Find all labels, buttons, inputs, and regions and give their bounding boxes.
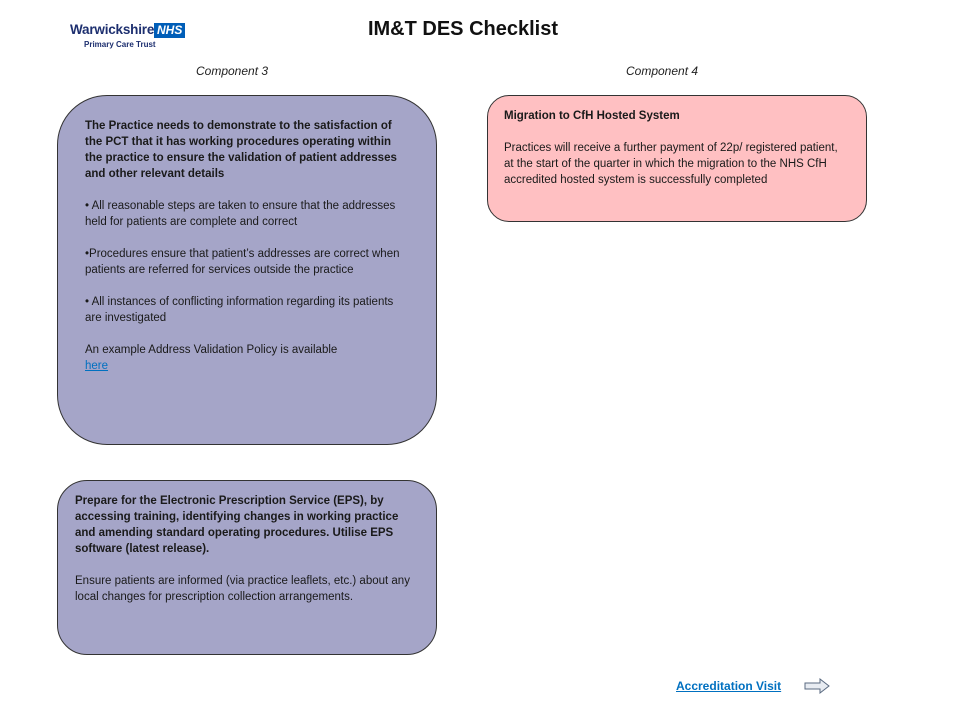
logo-subtitle: Primary Care Trust bbox=[84, 40, 156, 49]
nhs-badge: NHS bbox=[154, 23, 185, 38]
bullet-complete-addresses: • All reasonable steps are taken to ensure that the addresses held for patients are complete and correct bbox=[85, 200, 396, 228]
right-arrow-icon[interactable] bbox=[804, 678, 830, 694]
page-title: IM&T DES Checklist bbox=[367, 18, 559, 40]
migration-box bbox=[487, 95, 867, 222]
component-3-label: Component 3 bbox=[196, 64, 269, 78]
accreditation-visit-link[interactable]: Accreditation Visit bbox=[676, 679, 782, 693]
bullet-referral-addresses: •Procedures ensure that patient’s addresses are correct when patients are referred for services outside the practice bbox=[85, 248, 400, 276]
address-validation-heading: The Practice needs to demonstrate to the satisfaction of the PCT that it has working procedures operating within the practice to ensure the validation of patient addresses and other relevant details bbox=[85, 120, 397, 180]
example-policy-text bbox=[85, 342, 406, 374]
bullet-conflicting-info: • All instances of conflicting information regarding its patients are investigated bbox=[85, 296, 394, 324]
eps-body: Ensure patients are informed (via practice leaflets, etc.) about any local changes for prescription collection arrangements. bbox=[75, 575, 410, 603]
eps-box bbox=[57, 480, 437, 655]
migration-body: Practices will receive a further payment of 22p/ registered patient, at the start of the quarter in which the migration to the NHS CfH accredited hosted system is successfully completed bbox=[504, 142, 838, 186]
example-policy-label: An example Address Validation Policy is available bbox=[85, 344, 338, 356]
component-4-label: Component 4 bbox=[626, 64, 699, 78]
migration-heading: Migration to CfH Hosted System bbox=[504, 110, 680, 122]
eps-heading: Prepare for the Electronic Prescription Service (EPS), by accessing training, identifying changes in working practice and amending standard operating procedures. Utilise EPS software (latest release). bbox=[75, 495, 399, 555]
logo-org-name: Warwickshire bbox=[70, 22, 155, 37]
address-validation-box bbox=[57, 95, 437, 445]
policy-here-link[interactable]: here bbox=[85, 360, 109, 372]
